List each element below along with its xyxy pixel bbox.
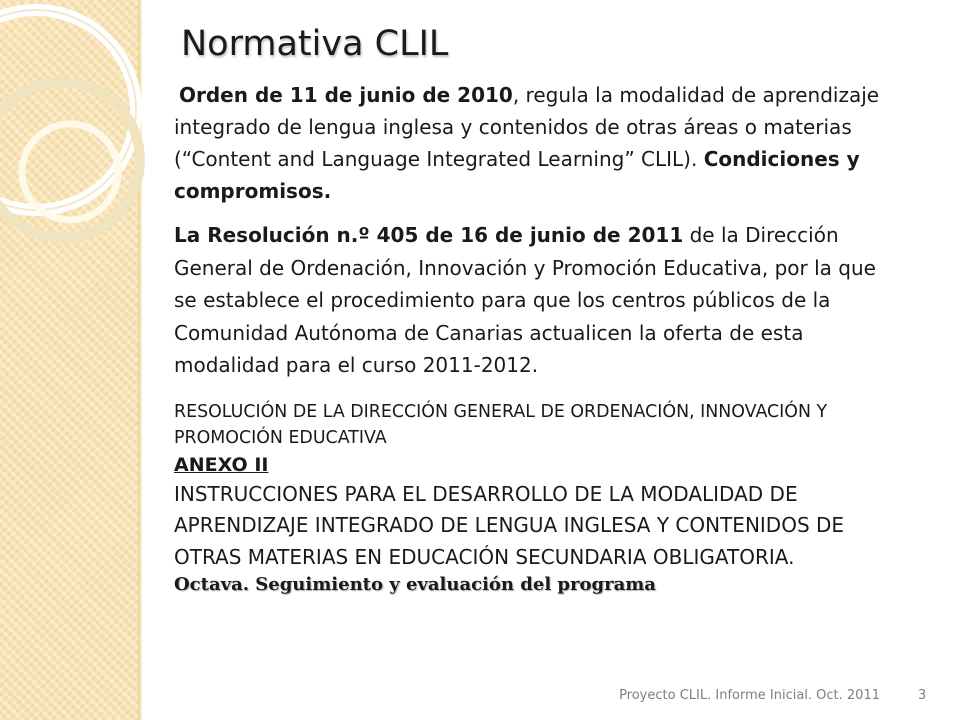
page-number: 3 — [918, 688, 927, 703]
orden-conditions: Condiciones y compromisos. — [174, 147, 860, 203]
paragraph-orden — [174, 79, 894, 207]
slide-content — [174, 79, 894, 597]
paragraph-resolucion — [174, 219, 894, 382]
resolution-heading: RESOLUCIÓN DE LA DIRECCIÓN GENERAL DE ORDENACIÓN, INNOVACIÓN Y PROMOCIÓN EDUCATIVA — [174, 401, 828, 448]
section-heading: Octava. Seguimiento y evaluación del programa — [174, 574, 656, 595]
orden-reference: Orden de 11 de junio de 2010 — [179, 83, 513, 107]
orden-description: , regula la modalidad de aprendizaje integrado de lengua inglesa y contenidos de otras áreas o materias (“Content and Language Integrated Learning” CLIL). — [174, 83, 880, 171]
footer-text: Proyecto CLIL. Informe Inicial. Oct. 2011 — [619, 688, 880, 703]
instructions-text: INSTRUCCIONES PARA EL DESARROLLO DE LA MODALIDAD DE APRENDIZAJE INTEGRADO DE LENGUA INGLESA Y CONTENIDOS DE OTRAS MATERIAS EN EDUCACIÓN SECUNDARIA OBLIGATORIA. — [174, 481, 845, 569]
slide-title: Normativa CLIL — [181, 24, 449, 64]
resolucion-reference: La Resolución n.º 405 de 16 de junio de 2011 — [174, 223, 684, 247]
decorative-rings — [0, 0, 200, 330]
resolucion-description: de la Dirección General de Ordenación, Innovación y Promoción Educativa, por la que se establece el procedimiento para que los centros públicos de la Comunidad Autónoma de Canarias actualicen la oferta de esta modalidad para el curso 2011-2012. — [174, 223, 876, 377]
annex-title: ANEXO II — [174, 453, 269, 476]
